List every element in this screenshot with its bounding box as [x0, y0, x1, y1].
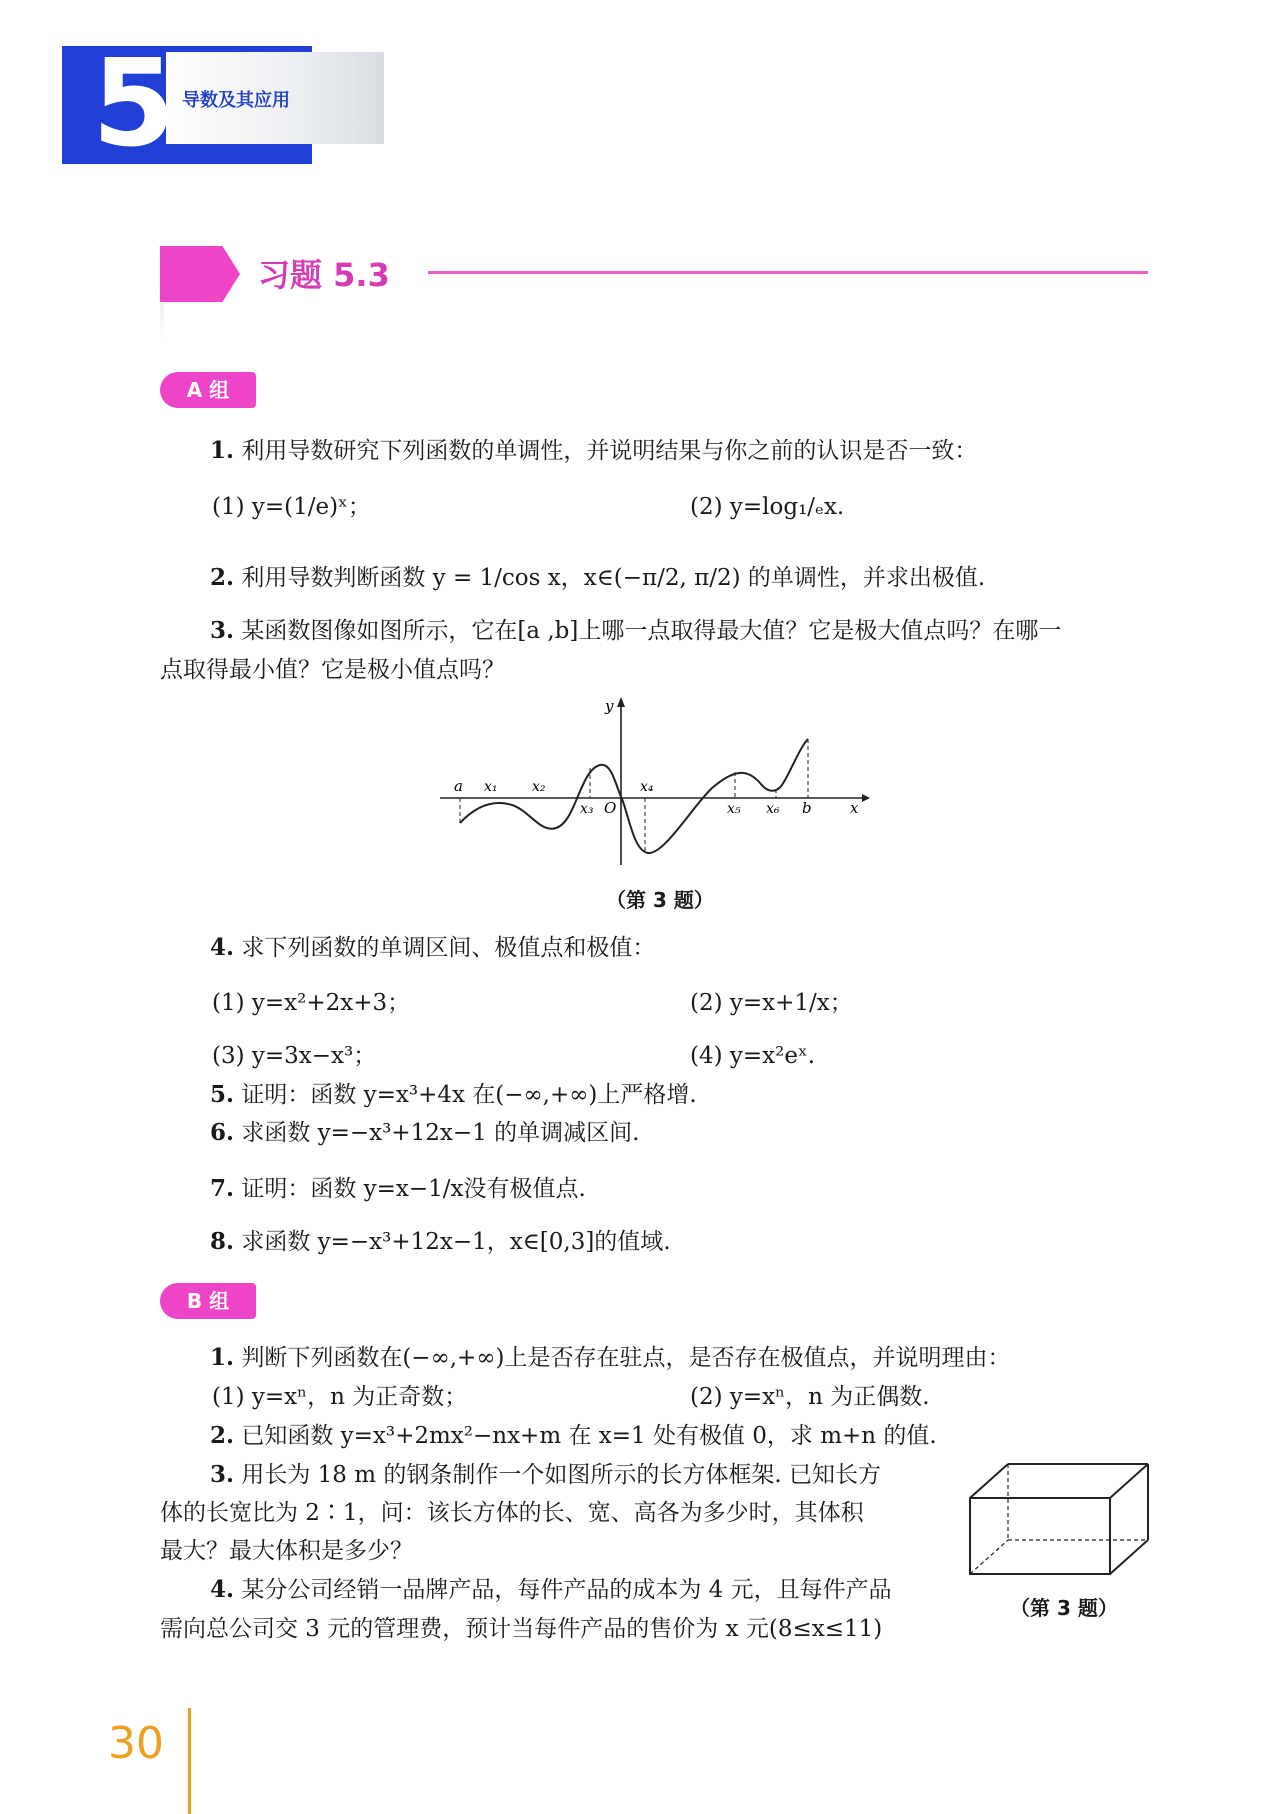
chapter-title: 导数及其应用 [182, 90, 290, 111]
a-q8: 8. 求函数 y=−x³+12x−1，x∈[0,3]的值域. [210, 1228, 671, 1255]
a-q4: 4. 求下列函数的单调区间、极值点和极值： [210, 934, 656, 961]
b-q3-line2: 体的长宽比为 2∶1，问：该长方体的长、宽、高各为多少时，其体积 [160, 1500, 864, 1526]
a-q5: 5. 证明：函数 y=x³+4x 在(−∞,+∞)上严格增. [210, 1081, 697, 1108]
a-q4-part4: (4) y=x²eˣ. [690, 1043, 816, 1069]
label-b: b [802, 799, 812, 817]
cuboid-hidden-edge [970, 1540, 1008, 1574]
b-q4-line2: 需向总公司交 3 元的管理费，预计当每件产品的售价为 x 元(8≤x≤11) [160, 1616, 883, 1642]
section-title: 习题 5.3 [258, 256, 390, 294]
label-x5: x₅ [727, 801, 741, 817]
a-q3-line2: 点取得最小值？它是极小值点吗？ [160, 657, 505, 683]
a-q4-part2: (2) y=x+1/x； [690, 990, 853, 1016]
cuboid-edge [970, 1464, 1008, 1498]
b-q3-line3: 最大？最大体积是多少？ [160, 1538, 413, 1564]
group-a-badge: A 组 [160, 372, 256, 408]
a-q1-part2: (2) y=log₁/ₑx. [690, 494, 845, 520]
a-q4-part1: (1) y=x²+2x+3； [212, 990, 411, 1016]
page-number-rule [188, 1708, 191, 1814]
x-axis-arrow [862, 794, 870, 802]
cuboid-edge [1110, 1464, 1148, 1498]
b-q1-part2: (2) y=xⁿ，n 为正偶数. [690, 1384, 930, 1410]
a-q1: 1. 利用导数研究下列函数的单调性，并说明结果与你之前的认识是否一致： [210, 437, 978, 464]
b-q1-part1: (1) y=xⁿ，n 为正奇数； [212, 1384, 468, 1410]
figure-b3-caption: （第 3 题） [1010, 1596, 1118, 1620]
a-q1-part1: (1) y=(1/e)ˣ； [212, 494, 371, 520]
label-x4: x₄ [640, 779, 654, 795]
cuboid-edge [1110, 1540, 1148, 1574]
b-q4-line1: 4. 某分公司经销一品牌产品，每件产品的成本为 4 元，且每件产品 [210, 1576, 892, 1603]
figure-a3-caption: （第 3 题） [606, 888, 714, 912]
label-y: y [605, 697, 614, 715]
label-x3: x₃ [580, 801, 594, 817]
label-x1: x₁ [484, 779, 498, 795]
group-b-badge: B 组 [160, 1283, 256, 1319]
label-O: O [604, 799, 617, 817]
cuboid-figure [966, 1458, 1156, 1578]
page-number: 30 [108, 1718, 164, 1769]
b-q3-line1: 3. 用长为 18 m 的钢条制作一个如图所示的长方体框架. 已知长方 [210, 1461, 881, 1488]
section-rule [428, 271, 1148, 274]
label-a: a [454, 777, 463, 795]
b-q2: 2. 已知函数 y=x³+2mx²−nx+m 在 x=1 处有极值 0，求 m+n 的值. [210, 1422, 937, 1449]
a-q4-part3: (3) y=3x−x³； [212, 1043, 377, 1069]
function-curve [460, 739, 808, 853]
chapter-number: 5 [92, 35, 176, 174]
section-tag-arrow [160, 246, 240, 302]
cuboid-front-face [970, 1498, 1110, 1574]
b-q1: 1. 判断下列函数在(−∞,+∞)上是否存在驻点，是否存在极值点，并说明理由： [210, 1344, 1011, 1371]
y-axis-arrow [617, 697, 625, 707]
label-x2: x₂ [532, 779, 546, 795]
function-graph-figure [430, 695, 870, 875]
label-x: x [850, 799, 859, 817]
label-x6: x₆ [766, 801, 780, 817]
a-q2: 2. 利用导数判断函数 y = 1/cos x，x∈(−π/2, π/2) 的单调性，并求出极值. [210, 564, 986, 591]
a-q6: 6. 求函数 y=−x³+12x−1 的单调减区间. [210, 1119, 640, 1146]
a-q3-line1: 3. 某函数图像如图所示，它在[a ,b]上哪一点取得最大值？它是极大值点吗？在哪一 [210, 617, 1062, 644]
a-q7: 7. 证明：函数 y=x−1/x没有极值点. [210, 1175, 586, 1202]
